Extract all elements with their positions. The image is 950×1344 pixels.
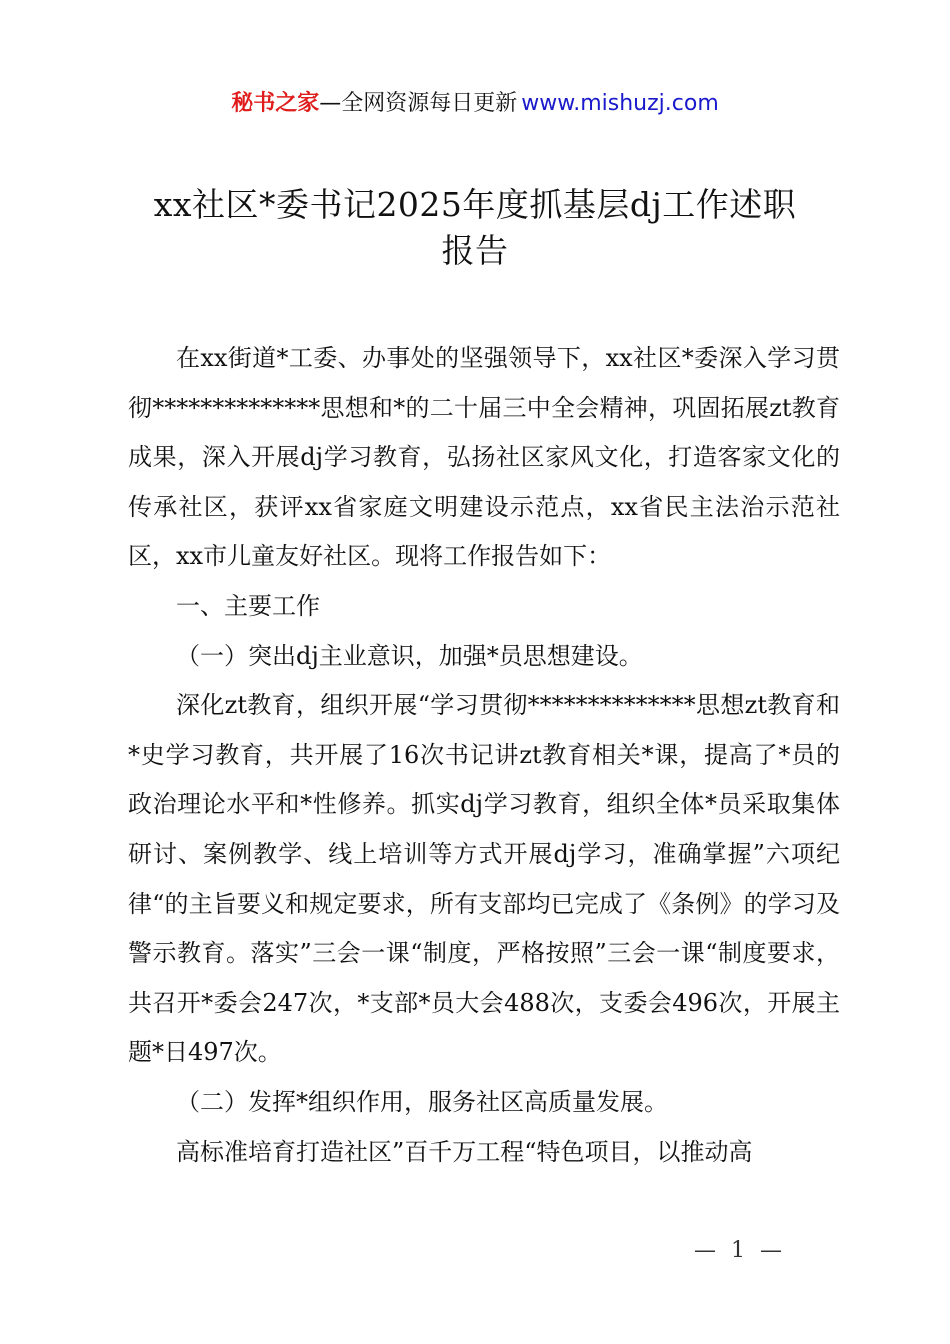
header-tagline: —全网资源每日更新 [319, 91, 518, 116]
brand-name: 秘书之家 [231, 91, 320, 116]
site-header [0, 88, 950, 120]
body-paragraph: 深化zt教育，组织开展“学习贯彻**************思想zt教育和*史学习教育，共开展了16次书记讲zt教育相关*课，提高了*员的政治理论水平和*性修养。抓实dj学习教育，组织全体*员采取集体研讨、案例教学、线上培训等方式开展dj学习，准确掌握”六项纪律“的主旨要义和规定要求，所有支部均已完成了《条例》的学习及警示教育。落实”三会一课“制度，严格按照”三会一课“制度要求，共召开*委会247次，*支部*员大会488次，支委会496次，开展主题*日497次。 [128, 691, 840, 1067]
site-url-link[interactable]: www.mishuzj.com [521, 91, 719, 116]
subsection-heading-1: （一）突出dj主业意识，加强*员思想建设。 [176, 641, 643, 670]
title-line-2: 报告 [441, 231, 509, 270]
page-number: — 1 — [694, 1238, 786, 1263]
intro-paragraph: 在xx街道*工委、办事处的坚强领导下，xx社区*委深入学习贯彻**************思想和*的二十届三中全会精神，巩固拓展zt教育成果，深入开展dj学习教育，弘扬社区家风文化，打造客家文化的传承社区，获评xx省家庭文明建设示范点，xx省民主法治示范社区，xx市儿童友好社区。现将工作报告如下： [128, 344, 840, 571]
section-heading-main-work: 一、主要工作 [176, 591, 320, 620]
document-title [120, 182, 830, 274]
document-body [128, 334, 840, 1177]
title-line-1: xx社区*委书记2025年度抓基层dj工作述职 [153, 185, 797, 224]
body-paragraph: 高标准培育打造社区”百千万工程“特色项目，以推动高 [176, 1137, 753, 1166]
subsection-heading-2: （二）发挥*组织作用，服务社区高质量发展。 [176, 1087, 668, 1116]
